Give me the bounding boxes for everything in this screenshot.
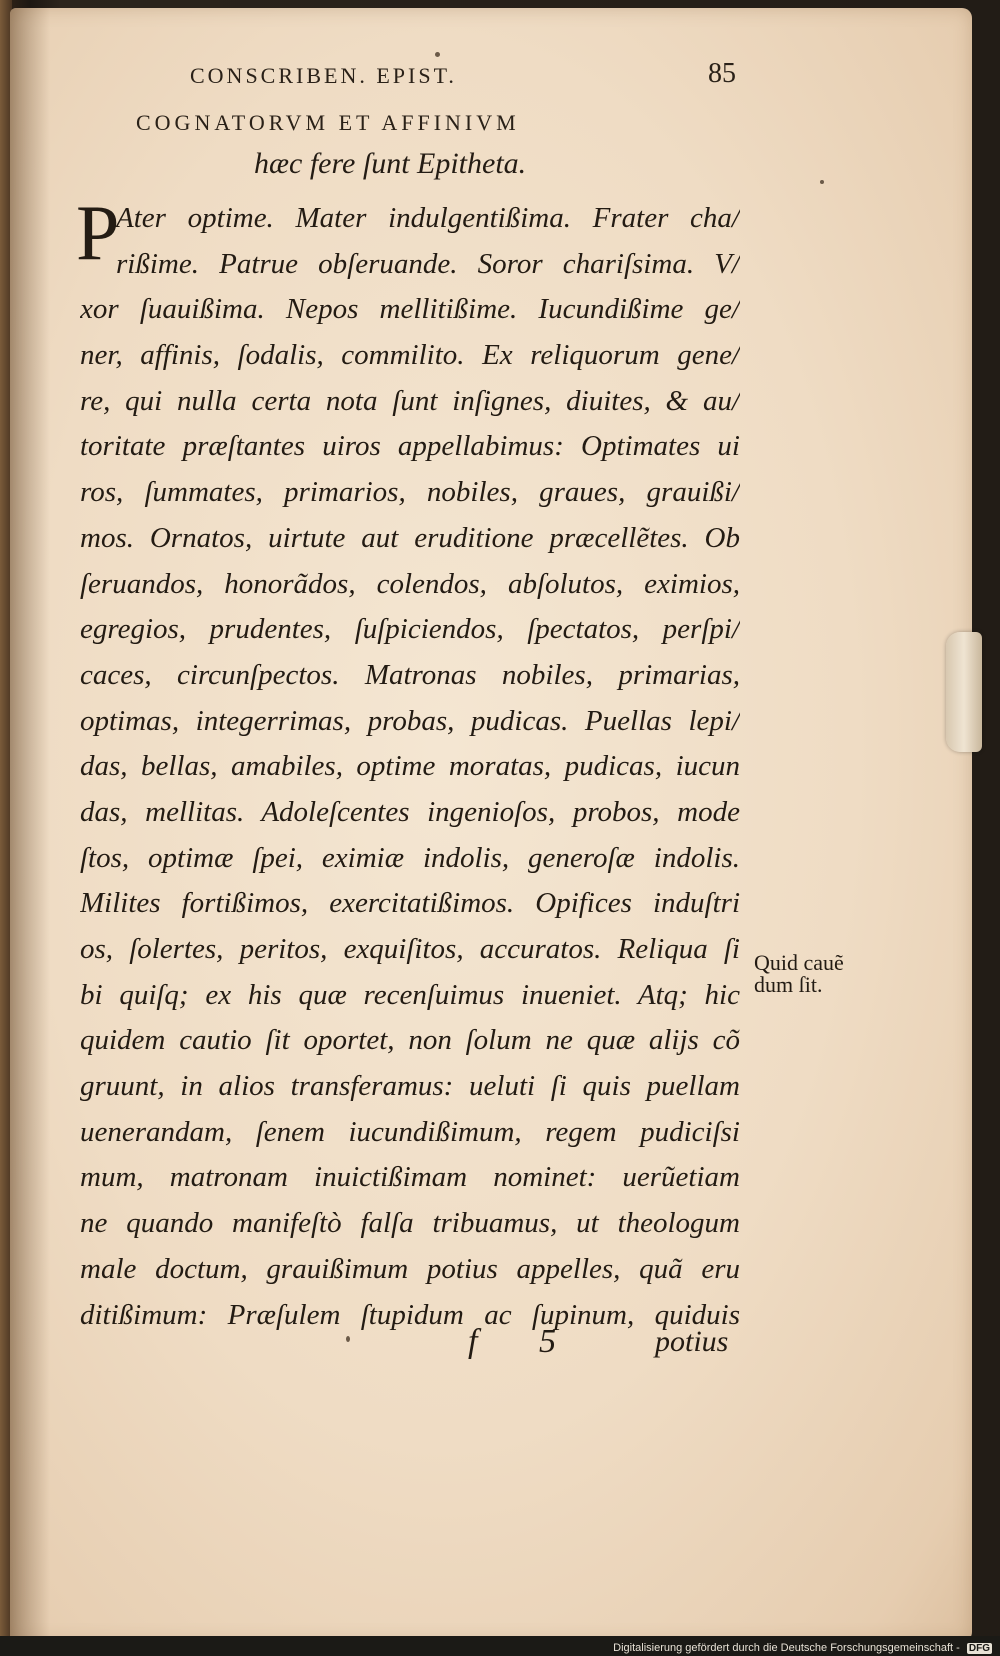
section-subtitle: hæc fere ſunt Epitheta.	[254, 147, 527, 180]
footer-credit	[613, 1642, 992, 1654]
text-line: Milites fortißimos, exercitatißimos. Opifices induſtri	[80, 887, 740, 920]
text-line: toritate præſtantes uiros appellabimus: Optimates ui	[80, 430, 740, 463]
paper-speck	[346, 1336, 350, 1342]
text-line: mum, matronam inuictißimam nominet: uerũetiam	[80, 1161, 740, 1194]
text-line: os, ſolertes, peritos, exquiſitos, accuratos. Reliqua ſi	[80, 933, 740, 965]
text-line: caces, circunſpectos. Matronas nobiles, primarias,	[80, 658, 740, 691]
section-title: COGNATORVM ET AFFINIVM	[136, 110, 520, 135]
text-line: das, mellitas. Adoleſcentes ingenioſos, probos, mode	[80, 795, 740, 828]
footer-credit-text: Digitalisierung gefördert durch die Deutsche Forschungsgemeinschaft -	[613, 1642, 960, 1654]
text-line: Ater optime. Mater indulgentißima. Frater cha/	[116, 202, 740, 234]
text-line: optimas, integerrimas, probas, pudicas. Puellas lepi/	[80, 704, 740, 737]
text-line: ros, ſummates, primarios, nobiles, graues, grauißi/	[80, 476, 740, 509]
text-line: gruunt, in alios transferamus: ueluti ſi quis puellam	[80, 1070, 740, 1103]
text-line: mos. Ornatos, uirtute aut eruditione præcellẽtes. Ob	[80, 521, 740, 554]
text-line: bi quiſq; ex his quæ recenſuimus inueniet. Atq; hic	[80, 978, 740, 1011]
margin-note-line: dum ſit.	[754, 972, 823, 997]
text-line: re, qui nulla certa nota ſunt inſignes, diuites, & au/	[80, 384, 740, 417]
text-line: ſeruandos, honorãdos, colendos, abſolutos, eximios,	[80, 567, 740, 600]
text-line: uenerandam, ſenem iucundißimum, regem pudiciſsi	[80, 1115, 740, 1148]
gutter-shadow	[10, 8, 50, 1642]
text-line: quidem cautio ſit oportet, non ſolum ne quæ alijs cõ	[80, 1024, 740, 1057]
signature-line	[80, 1323, 740, 1367]
text-line: ditißimum: Præſulem ſtupidum ac ſupinum, quiduis	[80, 1298, 740, 1331]
signature-mark: f	[468, 1323, 478, 1360]
footer-bar	[0, 1636, 1000, 1656]
text-line: das, bellas, amabiles, optime moratas, pudicas, iucun	[80, 750, 740, 783]
running-head: CONSCRIBEN. EPIST.	[190, 63, 457, 88]
margin-note	[754, 952, 874, 996]
catchword: potius	[655, 1325, 729, 1358]
margin-note-line: Quid cauẽ	[754, 950, 844, 975]
body-text	[80, 196, 740, 1338]
text-line: ne quando manifeſtò falſa tribuamus, ut theologum	[80, 1207, 740, 1240]
dfg-logo: DFG	[968, 1643, 990, 1654]
text-line: egregios, prudentes, ſuſpiciendos, ſpectatos, perſpi/	[80, 613, 740, 646]
drop-cap: P	[76, 189, 120, 276]
text-line: ner, affinis, ſodalis, commilito. Ex reliquorum gene/	[80, 339, 740, 372]
paper-speck	[435, 52, 440, 57]
text-line: xor ſuauißima. Nepos mellitißime. Iucundißime ge/	[80, 293, 740, 326]
text-line: ſtos, optimæ ſpei, eximiæ indolis, generoſæ indolis.	[80, 841, 740, 874]
page-clip	[946, 632, 982, 752]
paper-speck	[820, 180, 824, 184]
text-line: rißime. Patrue obſeruande. Soror chariſsima. V/	[116, 247, 740, 280]
text-line: male doctum, grauißimum potius appelles, quã eru	[80, 1252, 740, 1285]
page-number: 85	[708, 58, 736, 89]
signature-number: 5	[539, 1323, 556, 1360]
